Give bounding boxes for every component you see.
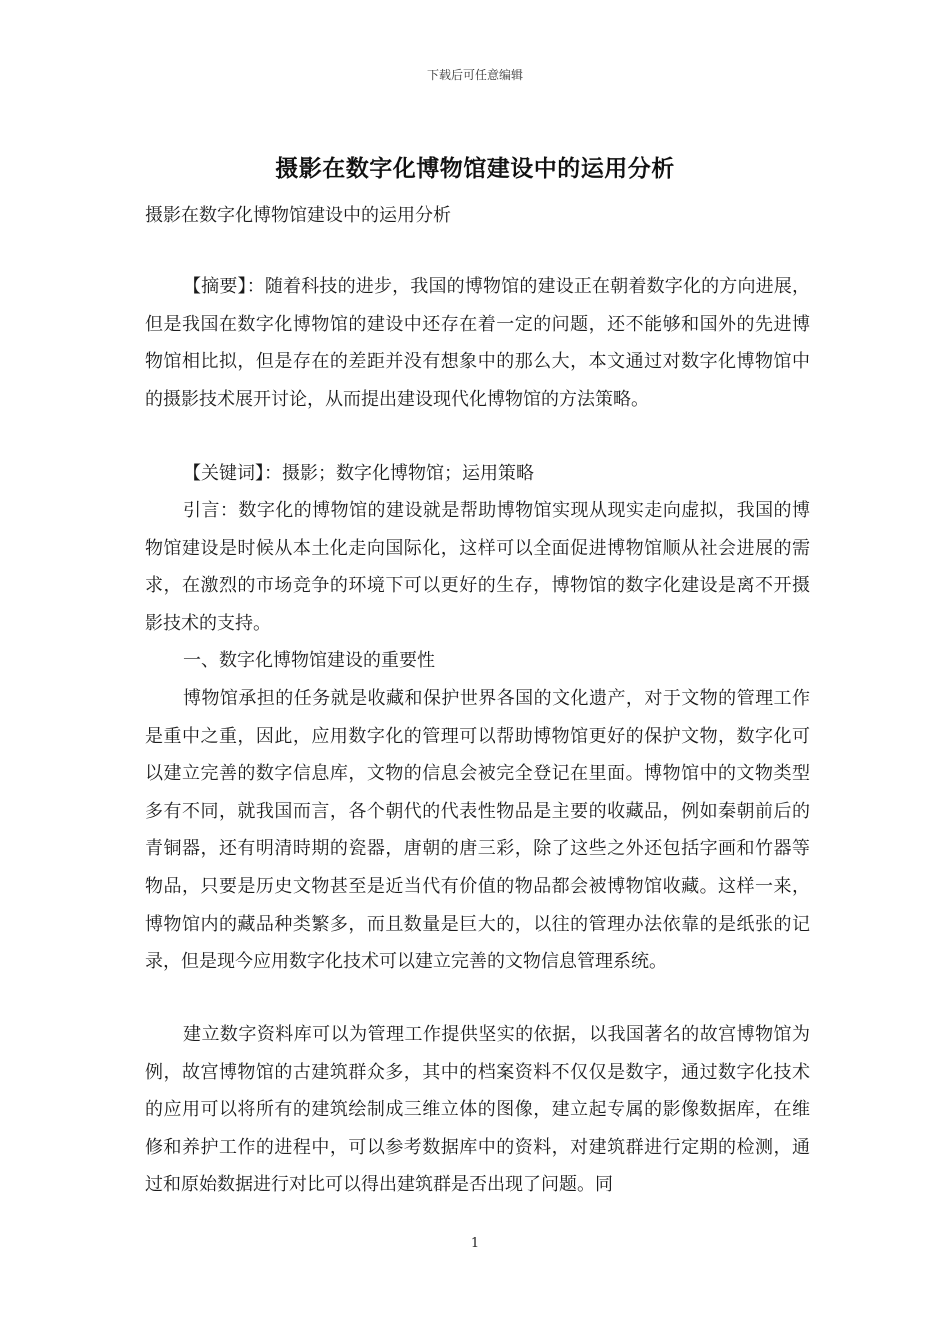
section-heading-1: 一、数字化博物馆建设的重要性 (183, 650, 435, 671)
body-paragraph-1: 博物馆承担的任务就是收藏和保护世界各国的文化遗产，对于文物的管理工作是重中之重，因此，应用数字化的管理可以帮助博物馆更好的保护文物，数字化可以建立完善的数字信息库，文物的信息会被完全登记在里面。博物馆中的文物类型多有不同，就我国而言，各个朝代的代表性物品是主要的收藏品，例如秦朝前后的青铜器，还有明清時期的瓷器，唐朝的唐三彩，除了这些之外还包括字画和竹器等物品，只要是历史文物甚至是近当代有价值的物品都会被博物馆收藏。这样一来，博物馆内的藏品种类繁多，而且数量是巨大的，以往的管理办法依靠的是纸张的记录，但是现今应用数字化技术可以建立完善的文物信息管理系统。 (145, 688, 810, 973)
abstract-paragraph: 【摘要】：随着科技的进步，我国的博物馆的建设正在朝着数字化的方向进展，但是我国在数字化博物馆的建设中还存在着一定的问题，还不能够和国外的先进博物馆相比拟，但是存在的差距并没有想象中的那么大，本文通过对数字化博物馆中的摄影技术展开讨论，从而提出建设现代化博物馆的方法策略。 (145, 276, 810, 410)
page-header-note: 下载后可任意编辑 (426, 68, 523, 82)
intro-paragraph: 引言：数字化的博物馆的建设就是帮助博物馆实现从现实走向虚拟，我国的博物馆建设是时候从本土化走向国际化，这样可以全面促进博物馆顺从社会进展的需求，在激烈的市场竞争的环境下可以更好的生存，博物馆的数字化建设是离不开摄影技术的支持。 (145, 500, 810, 634)
document-subtitle: 摄影在数字化博物馆建设中的运用分析 (145, 205, 451, 226)
body-paragraph-2: 建立数字资料库可以为管理工作提供坚实的依据，以我国著名的故宫博物馆为例，故宫博物馆的古建筑群众多，其中的档案资料不仅仅是数字，通过数字化技术的应用可以将所有的建筑绘制成三维立体的图像，建立起专属的影像数据库，在维修和养护工作的进程中，可以参考数据库中的资料，对建筑群进行定期的检测，通过和原始数据进行对比可以得出建筑群是否出现了问题。同 (145, 1024, 810, 1196)
document-title: 摄影在数字化博物馆建设中的运用分析 (275, 155, 675, 182)
page-number: 1 (470, 1236, 480, 1251)
keywords-paragraph: 【关键词】：摄影；数字化博物馆；运用策略 (183, 463, 534, 484)
